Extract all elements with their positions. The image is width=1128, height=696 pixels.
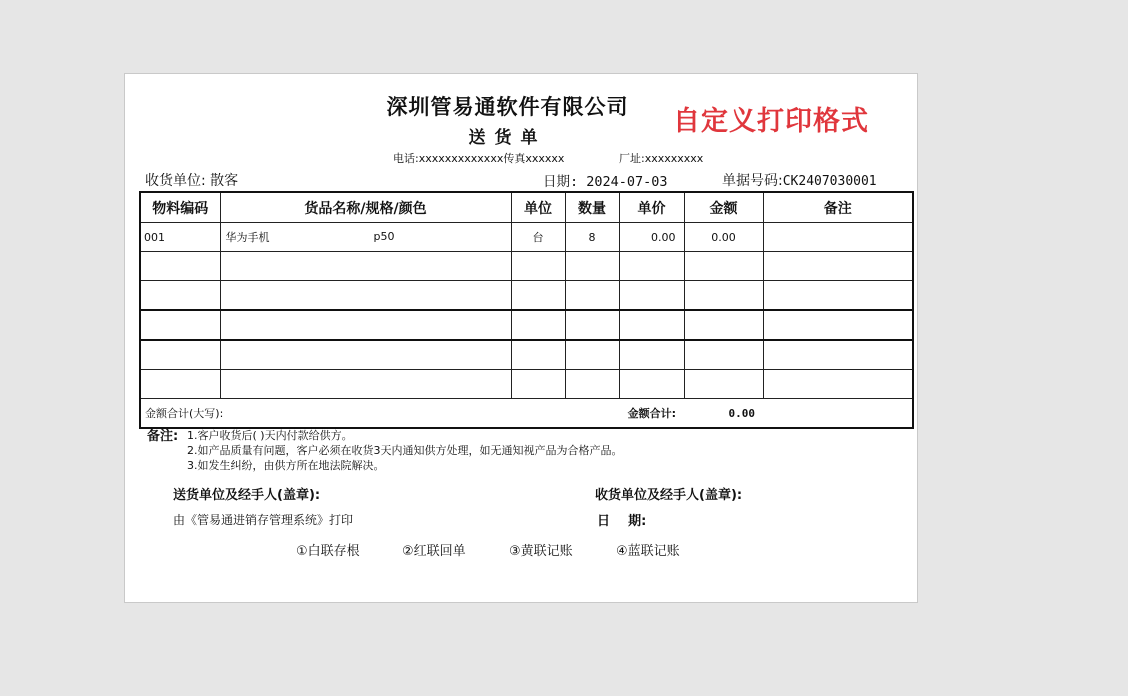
total-words-label: 金额合计(大写):: [140, 399, 565, 429]
copy-label: ③黄联记账: [509, 544, 573, 559]
cell-amount: 0.00: [684, 223, 763, 252]
date-field: 日期: 2024-07-03: [543, 174, 668, 190]
cell-price: 0.00: [619, 223, 684, 252]
table-row: [140, 281, 913, 311]
col-header: 单价: [619, 192, 684, 223]
date-signature-label: 日 期:: [597, 514, 647, 529]
item-name: 华为手机: [225, 231, 270, 244]
contact-info: 电话:xxxxxxxxxxxxx传真xxxxxx: [393, 152, 565, 165]
item-spec: p50: [373, 230, 395, 243]
document-title: 送货单: [468, 128, 547, 148]
note-line: 2.如产品质量有问题，客户必须在收货3天内通知供方处理，如无通知视产品为合格产品。: [187, 444, 623, 457]
copy-label: ②红联回单: [402, 544, 466, 559]
print-preview-page: [125, 74, 917, 602]
note-line: 1.客户收货后( )天内付款给供方。: [187, 429, 353, 442]
col-header: 备注: [763, 192, 913, 223]
custom-print-format-label: 自定义打印格式: [673, 106, 869, 137]
total-label: 金额合计:: [565, 399, 684, 429]
cell-remark: [763, 223, 913, 252]
col-header: 货品名称/规格/颜色: [220, 192, 511, 223]
copy-label: ①白联存根: [296, 544, 360, 559]
table-row: [140, 223, 913, 252]
printed-by-note: 由《管易通进销存管理系统》打印: [173, 513, 354, 527]
total-row: [140, 399, 913, 429]
table-header-row: [140, 192, 913, 223]
sender-signature-label: 送货单位及经手人(盖章):: [173, 488, 321, 503]
company-name: 深圳管易通软件有限公司: [386, 94, 629, 119]
cell-code: 001: [140, 223, 220, 252]
cell-qty: 8: [565, 223, 619, 252]
col-header: 数量: [565, 192, 619, 223]
factory-address: 厂址:xxxxxxxxx: [619, 152, 704, 165]
col-header: 物料编码: [140, 192, 220, 223]
table-row: [140, 252, 913, 281]
items-table: [139, 191, 914, 429]
cell-unit: 台: [511, 223, 565, 252]
note-line: 3.如发生纠纷，由供方所在地法院解决。: [187, 459, 385, 472]
table-row: [140, 310, 913, 340]
total-value: 0.00: [684, 399, 763, 429]
cell-name: [220, 223, 511, 252]
col-header: 金额: [684, 192, 763, 223]
notes-label: 备注:: [147, 429, 179, 444]
col-header: 单位: [511, 192, 565, 223]
doc-number-label: 单据号码:: [722, 173, 783, 189]
receiver-signature-label: 收货单位及经手人(盖章):: [595, 488, 743, 503]
table-row: [140, 370, 913, 399]
copy-label: ④蓝联记账: [616, 544, 680, 559]
table-row: [140, 340, 913, 370]
doc-number-field: [722, 170, 877, 190]
notes-section: [147, 428, 623, 473]
receiver-field: 收货单位: 散客: [145, 173, 239, 189]
doc-number-value: CK2407030001: [782, 174, 877, 189]
